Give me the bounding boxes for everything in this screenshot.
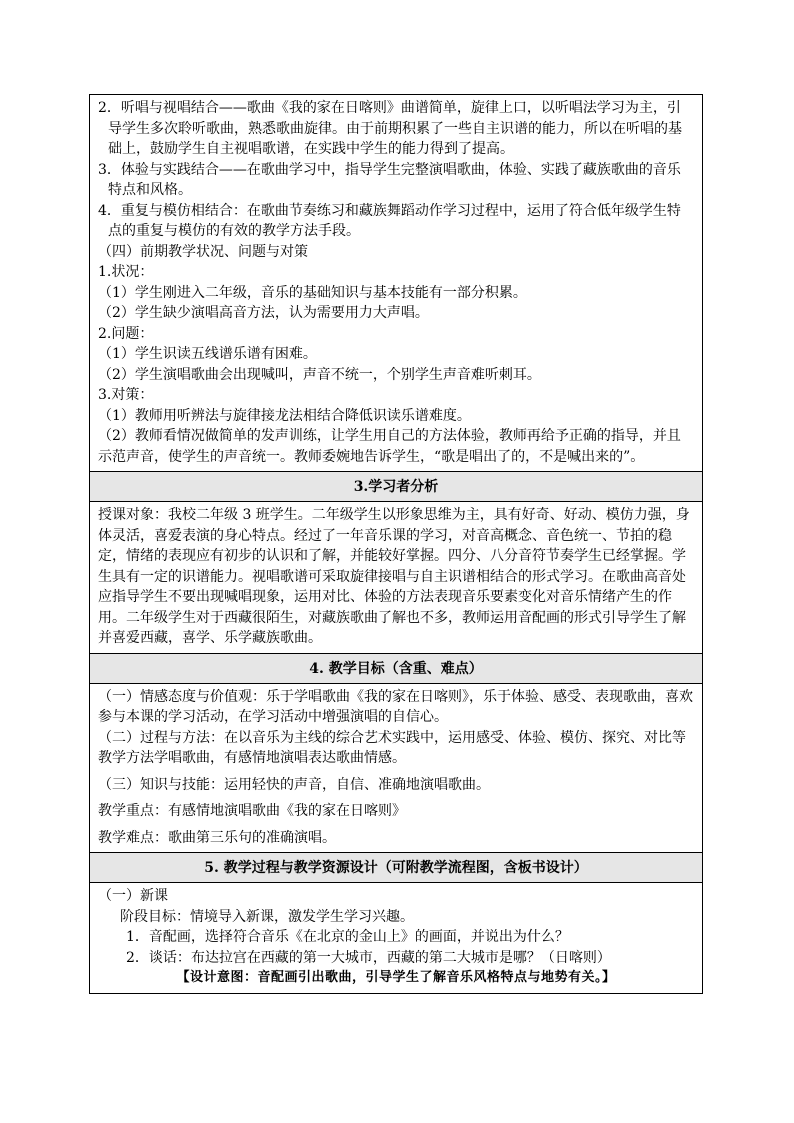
goal-process: （二）过程与方法：在以音乐为主线的综合艺术实践中，运用感受、体验、模仿、探究、对比等教学方法学唱歌曲，有感情地演唱表达歌曲情感。 <box>98 729 686 766</box>
status-label: 1.状况： <box>98 264 154 280</box>
pre-teaching-heading: （四）前期教学状况、问题与对策 <box>98 243 308 260</box>
learner-analysis-text: 授课对象：我校二年级 3 班学生。二年级学生以形象思维为主，具有好奇、好动、模仿力强，身体灵活，喜爱表演的身心特点。经过了一年音乐课的学习，对音高概念、音色统一、节拍的稳定，情绪的表现应有初步的认识和了解，并能较好掌握。四分、八分音符节奏学生已经掌握。学生具有一定的识谱能力。视唱歌谱可采取旋律接唱与自主识谱相结合的形式学习。在歌曲高音处应指导学生不要出现喊唱现象，运用对比、体验的方法表现音乐要素变化对音乐情绪产生的作用。二年级学生对于西藏很陌生，对藏族歌曲了解也不多，教师运用音配画的形式引导学生了解并喜爱西藏，喜学、乐学藏族歌曲。 <box>98 507 690 646</box>
lesson-plan-table <box>89 94 703 994</box>
stage-goal: 阶段目标：情境导入新课，激发学生学习兴趣。 <box>120 908 414 925</box>
method-item-4: 4．重复与模仿相结合：在歌曲节奏练习和藏族舞蹈动作学习过程中，运用了符合低年级学生特点的重复与模仿的有效的教学方法手段。 <box>98 202 681 239</box>
status-item-1: （1）学生刚进入二年级，音乐的基础知识与基本技能有一部分积累。 <box>98 284 527 301</box>
teaching-goals-cell <box>90 684 702 854</box>
design-intent: 【设计意图：音配画引出歌曲，引导学生了解音乐风格特点与地势有关。】 <box>176 970 616 985</box>
goal-emotion: （一）情感态度与价值观：乐于学唱歌曲《我的家在日喀则》，乐于体验、感受、表现歌曲，喜欢参与本课的学习活动，在学习活动中增强演唱的自信心。 <box>98 688 693 725</box>
method-item-3: 3．体验与实践结合——在歌曲学习中，指导学生完整演唱歌曲，体验、实践了藏族歌曲的音乐特点和风格。 <box>98 161 681 198</box>
learner-analysis-cell <box>90 502 702 654</box>
problem-item-1: （1）学生识读五线谱乐谱有困难。 <box>98 346 317 362</box>
goal-knowledge: （三）知识与技能：运用轻快的声音，自信、准确地演唱歌曲。 <box>98 776 490 793</box>
measure-item-1: （1）教师用听辨法与旋律接龙法相结合降低识读乐谱难度。 <box>98 407 471 424</box>
difficulty-point: 教学难点：歌曲第三乐句的准确演唱。 <box>98 829 336 846</box>
teaching-methods-cell <box>90 95 702 472</box>
method-item-2: 2．听唱与视唱结合——歌曲《我的家在日喀则》曲谱简单，旋律上口，以听唱法学习为主，引导学生多次聆听歌曲，熟悉歌曲旋律。由于前期积累了一些自主识谱的能力，所以在听唱的基础上，鼓励学生自主视唱歌谱，在实践中学生的能力得到了提高。 <box>98 100 682 157</box>
measure-item-2: （2）教师看情况做简单的发声训练，让学生用自己的方法体验，教师再给予正确的指导，并且示范声音，使学生的声音统一。教师委婉地告诉学生，“歌是唱出了的，不是喊出来的”。 <box>98 428 681 465</box>
teaching-process-heading: 5. 教学过程与教学资源设计（可附教学流程图，含板书设计） <box>90 853 702 883</box>
problem-item-2: （2）学生演唱歌曲会出现喊叫，声音不统一，个别学生声音难听刺耳。 <box>98 366 541 383</box>
teaching-goals-heading: 4. 教学目标（含重、难点） <box>90 654 702 684</box>
step-2: 2．谈话：布达拉宫在西藏的第一大城市，西藏的第二大城市是哪？（日喀则） <box>126 949 611 966</box>
teaching-process-cell <box>90 883 702 993</box>
status-item-2: （2）学生缺少演唱高音方法，认为需要用力大声唱。 <box>98 305 429 321</box>
step-1: 1．音配画，选择符合音乐《在北京的金山上》的画面，并说出为什么？ <box>126 929 569 945</box>
learner-analysis-heading: 3.学习者分析 <box>90 472 702 502</box>
new-lesson-label: （一）新课 <box>98 888 168 904</box>
key-point: 教学重点：有感情地演唱歌曲《我的家在日喀则》 <box>98 803 406 819</box>
problem-label: 2.问题： <box>98 325 154 342</box>
measure-label: 3.对策： <box>98 387 154 403</box>
